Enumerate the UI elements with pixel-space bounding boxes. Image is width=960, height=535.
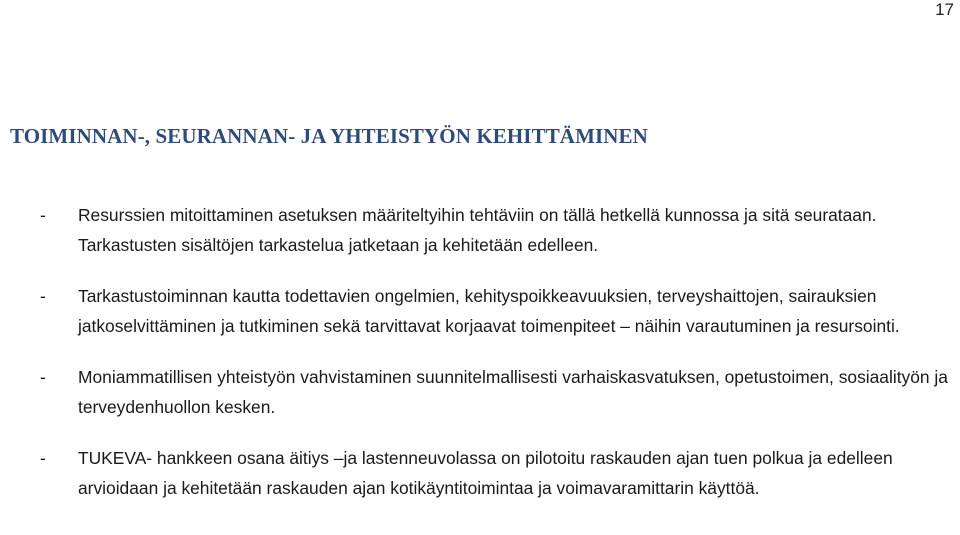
bullet-marker: - (40, 367, 46, 387)
bullet-marker: - (40, 286, 46, 306)
bullet-item-tukeva-project (0, 443, 960, 503)
bullet-item-resources (0, 200, 960, 260)
section-heading: TOIMINNAN-, SEURANNAN- JA YHTEISTYÖN KEHITTÄMINEN (10, 124, 648, 148)
bullet-item-inspection-problems (0, 281, 960, 341)
bullet-list (0, 200, 960, 524)
bullet-item-multiprofessional-cooperation (0, 362, 960, 422)
bullet-text: Moniammatillisen yhteistyön vahvistaminen suunnitelmallisesti varhaiskasvatuksen, opetustoimen, sosiaalityön ja terveydenhuollon kesken. (78, 367, 948, 417)
bullet-text: TUKEVA- hankkeen osana äitiys –ja lastenneuvolassa on pilotoitu raskauden ajan tuen polkua ja edelleen arvioidaan ja kehitetään raskauden ajan kotikäyntitoimintaa ja voimavaramittarin käyttöä. (78, 448, 893, 498)
bullet-text: Tarkastustoiminnan kautta todettavien ongelmien, kehityspoikkeavuuksien, terveyshaittojen, sairauksien jatkoselvittäminen ja tutkiminen sekä tarvittavat korjaavat toimenpiteet – näihin varautuminen ja resursointi. (78, 286, 900, 336)
bullet-marker: - (40, 205, 46, 225)
bullet-text: Resurssien mitoittaminen asetuksen määriteltyihin tehtäviin on tällä hetkellä kunnossa ja sitä seurataan. Tarkastusten sisältöjen tarkastelua jatketaan ja kehitetään edelleen. (78, 205, 877, 255)
bullet-marker: - (40, 448, 46, 468)
page-number: 17 (935, 0, 954, 19)
